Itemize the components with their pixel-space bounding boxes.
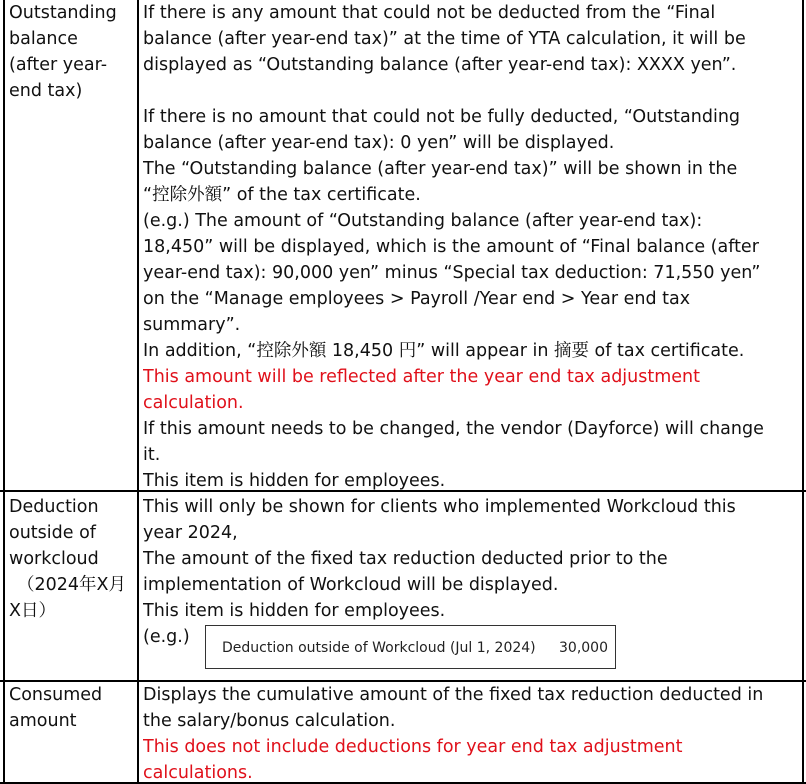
row-label-outstanding-balance	[9, 0, 135, 490]
description-line: This will only be shown for clients who implemented Workcloud this	[143, 497, 736, 517]
description-line: (e.g.)	[143, 627, 190, 647]
label-line: (after year-	[9, 55, 108, 75]
row-divider	[0, 490, 806, 492]
description-line: This item is hidden for employees.	[143, 601, 446, 621]
example-label: Deduction outside of Workcloud (Jul 1, 2024)	[222, 640, 536, 656]
description-line: The amount of the fixed tax reduction deducted prior to the	[143, 549, 668, 569]
description-line: Displays the cumulative amount of the fixed tax reduction deducted in	[143, 685, 764, 705]
example-value: 30,000	[559, 640, 608, 656]
description-line: implementation of Workcloud will be displayed.	[143, 575, 559, 595]
description-line: the salary/bonus calculation.	[143, 711, 396, 731]
description-line: If this amount needs to be changed, the vendor (Dayforce) will change	[143, 419, 764, 439]
row-description-outstanding-balance	[143, 0, 803, 490]
label-line: Outstanding	[9, 3, 117, 23]
description-line: summary”.	[143, 315, 241, 335]
label-line: Consumed	[9, 685, 103, 705]
label-line: amount	[9, 711, 77, 731]
table-left-border	[3, 0, 5, 784]
description-line: This item is hidden for employees.	[143, 471, 446, 490]
description-line: 18,450” will be displayed, which is the amount of “Final balance (after	[143, 237, 759, 257]
description-line: balance (after year-end tax): 0 yen” will be displayed.	[143, 133, 615, 153]
column-divider	[137, 0, 139, 784]
row-label-consumed-amount	[9, 682, 135, 782]
description-line: on the “Manage employees > Payroll /Year end > Year end tax	[143, 289, 691, 309]
description-line: displayed as “Outstanding balance (after year-end tax): XXXX yen”.	[143, 55, 737, 75]
description-line: The “Outstanding balance (after year-end tax)” will be shown in the	[143, 159, 738, 179]
description-line-highlight: This amount will be reflected after the year end tax adjustment	[143, 367, 701, 387]
label-line: end tax)	[9, 81, 83, 101]
description-line-highlight: calculation.	[143, 393, 244, 413]
description-line: (e.g.) The amount of “Outstanding balance (after year-end tax):	[143, 211, 703, 231]
label-line: workcloud	[9, 549, 99, 569]
description-line-highlight: calculations.	[143, 763, 253, 782]
example-screenshot-box	[205, 625, 616, 669]
description-line: In addition, “控除外額 18,450 円” will appear in 摘要 of tax certificate.	[143, 341, 745, 361]
label-line: balance	[9, 29, 78, 49]
description-line: year 2024,	[143, 523, 238, 543]
description-line: balance (after year-end tax)” at the time of YTA calculation, it will be	[143, 29, 746, 49]
description-line: “控除外額” of the tax certificate.	[143, 185, 421, 205]
label-line: Deduction	[9, 497, 99, 517]
description-line-highlight: This does not include deductions for year end tax adjustment	[143, 737, 683, 757]
label-line: X日）	[9, 601, 56, 621]
description-line: year-end tax): 90,000 yen” minus “Special tax deduction: 71,550 yen”	[143, 263, 761, 283]
label-line: outside of	[9, 523, 96, 543]
row-label-deduction-outside-workcloud	[9, 494, 135, 680]
description-line: it.	[143, 445, 161, 465]
row-description-consumed-amount	[143, 682, 803, 782]
description-line: If there is any amount that could not be deducted from the “Final	[143, 3, 716, 23]
label-line: （2024年X月	[17, 575, 127, 595]
description-line: If there is no amount that could not be fully deducted, “Outstanding	[143, 107, 741, 127]
